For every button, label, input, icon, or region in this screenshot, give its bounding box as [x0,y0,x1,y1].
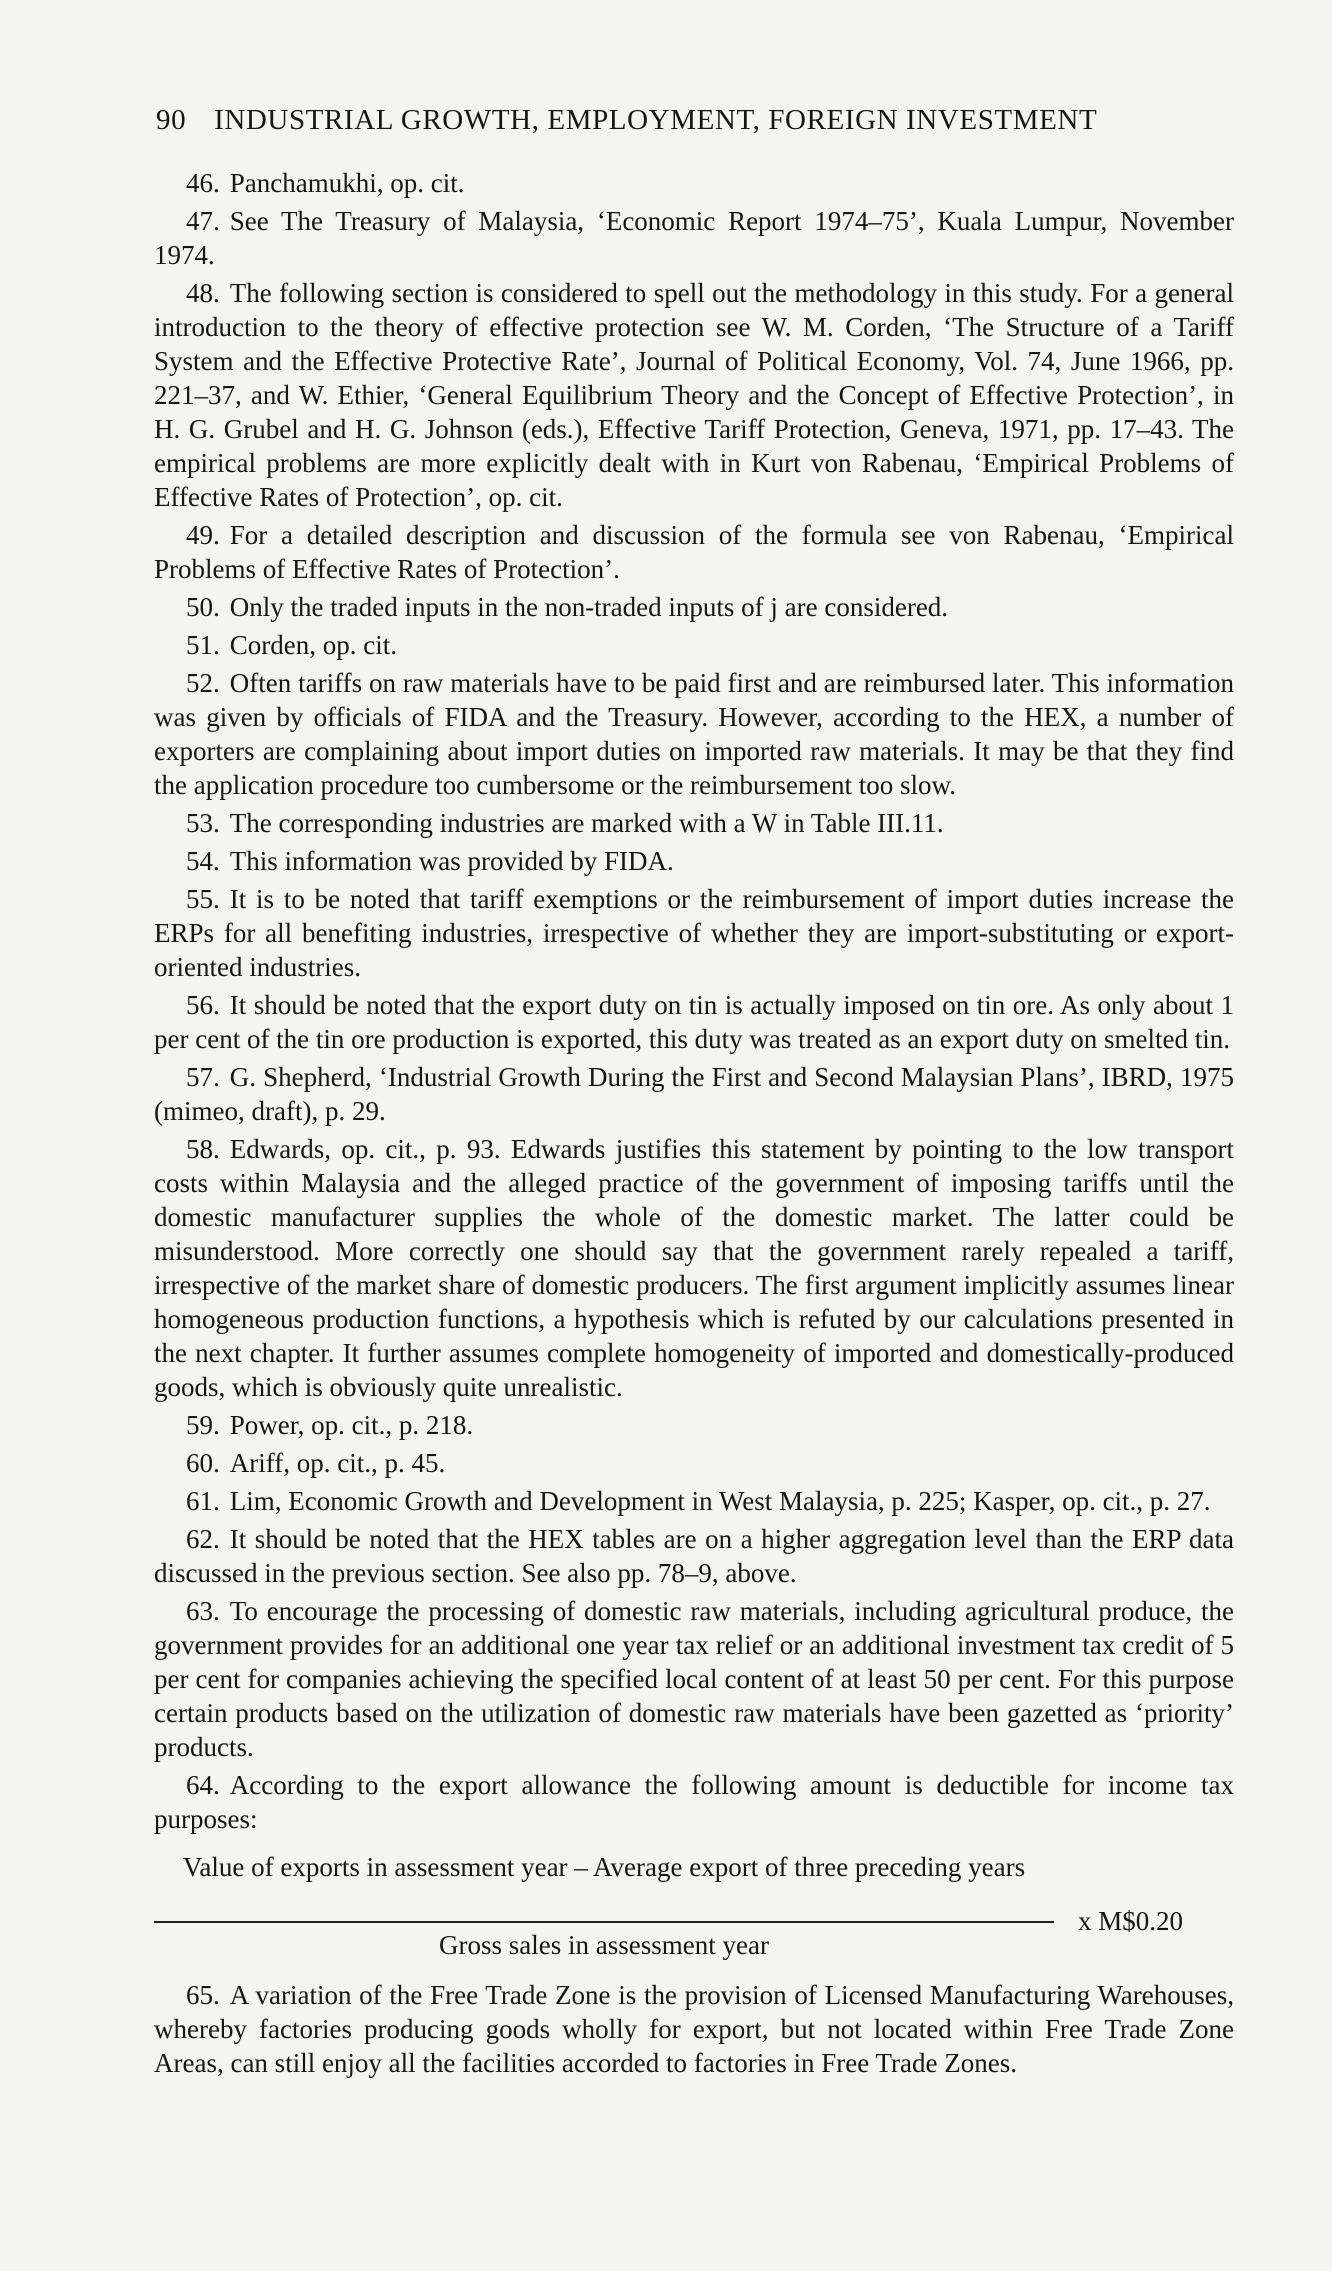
formula-multiplier: x M$0.20 [1078,1906,1184,1936]
endnote-number: 46. [186,168,220,198]
endnote-number: 65. [186,1980,220,2010]
endnote [154,590,1234,624]
running-title: INDUSTRIAL GROWTH, EMPLOYMENT, FOREIGN INVESTMENT [214,104,1098,136]
endnote-text: Corden, op. cit. [229,630,397,660]
endnote-number: 57. [186,1062,220,1092]
endnote-text: According to the export allowance the following amount is deductible for income tax purposes: [154,1770,1234,1834]
endnote-text: It should be noted that the export duty on tin is actually imposed on tin ore. As only about 1 per cent of the tin ore production is exported, this duty was treated as an export duty on smelted tin. [154,990,1234,1054]
endnote [154,1484,1234,1518]
endnote-text: This information was provided by FIDA. [229,846,674,876]
endnote-text: Panchamukhi, op. cit. [229,168,465,198]
endnote-number: 62. [186,1524,220,1554]
page-number: 90 [156,104,187,136]
endnote-number: 51. [186,630,220,660]
endnote-number: 60. [186,1448,220,1478]
endnote-number: 55. [186,884,220,914]
endnote-text: For a detailed description and discussion of the formula see von Rabenau, ‘Empirical Problems of Effective Rates of Protection’. [154,520,1234,584]
endnote-text: To encourage the processing of domestic raw materials, including agricultural produce, the government provides for an additional one year tax relief or an additional investment tax credit of 5 per cent for companies achieving the specified local content of at least 50 per cent. For this purpose certain products based on the utilization of domestic raw materials have been gazetted as ‘priority’ products. [154,1596,1234,1762]
endnote [154,1522,1234,1590]
endnote-text: Only the traded inputs in the non-traded inputs of j are considered. [229,592,949,622]
fraction-line [154,1921,1054,1923]
endnote-number: 59. [186,1410,220,1440]
endnote [154,1060,1234,1128]
endnote [154,988,1234,1056]
endnote [154,1132,1234,1404]
endnote-text: Lim, Economic Growth and Development in West Malaysia, p. 225; Kasper, op. cit., p. 27. [229,1486,1211,1516]
endnote-number: 47. [186,206,220,236]
endnote [154,166,1234,200]
endnote-text: Ariff, op. cit., p. 45. [229,1448,446,1478]
endnote [154,1408,1234,1442]
endnote-text: It is to be noted that tariff exemptions or the reimbursement of import duties increase the ERPs for all benefiting industries, irrespective of whether they are import-substituting or export-oriented industries. [154,884,1234,982]
endnote-number: 53. [186,808,220,838]
endnote-text: The corresponding industries are marked with a W in Table III.11. [229,808,944,838]
formula-denominator: Gross sales in assessment year [439,1930,769,1960]
endnote [154,1978,1234,2080]
endnote-number: 48. [186,278,220,308]
endnote [154,204,1234,272]
endnote [154,276,1234,514]
endnote-number: 49. [186,520,220,550]
endnote-number: 58. [186,1134,220,1164]
endnote [154,844,1234,878]
endnote-text: Often tariffs on raw materials have to be paid first and are reimbursed later. This information was given by officials of FIDA and the Treasury. However, according to the HEX, a number of exporters are complaining about import duties on imported raw materials. It may be that they find the application procedure too cumbersome or the reimbursement too slow. [154,668,1234,800]
endnote-number: 64. [186,1770,220,1800]
endnote-number: 61. [186,1486,220,1516]
endnote-text: The following section is considered to spell out the methodology in this study. For a general introduction to the theory of effective protection see W. M. Corden, ‘The Structure of a Tariff System and the Effective Protective Rate’, Journal of Political Economy, Vol. 74, June 1966, pp. 221–37, and W. Ethier, ‘General Equilibrium Theory and the Concept of Effective Protection’, in H. G. Grubel and H. G. Johnson (eds.), Effective Tariff Protection, Geneva, 1971, pp. 17–43. The empirical problems are more explicitly dealt with in Kurt von Rabenau, ‘Empirical Problems of Effective Rates of Protection’, op. cit. [154,278,1234,512]
endnotes-list [154,166,1234,2084]
endnote-number: 54. [186,846,220,876]
endnote-number: 56. [186,990,220,1020]
running-header [156,104,1236,137]
endnote [154,666,1234,802]
endnote [154,806,1234,840]
endnote [154,1594,1234,1764]
endnote [154,1446,1234,1480]
export-allowance-formula [154,1850,1234,1968]
endnote-text: It should be noted that the HEX tables are on a higher aggregation level than the ERP data discussed in the previous section. See also pp. 78–9, above. [154,1524,1234,1588]
endnote [154,628,1234,662]
endnote-number: 50. [186,592,220,622]
endnote [154,1768,1234,1836]
endnote [154,518,1234,586]
endnote-number: 52. [186,668,220,698]
endnote-text: A variation of the Free Trade Zone is the provision of Licensed Manufacturing Warehouses, whereby factories producing goods wholly for export, but not located within Free Trade Zone Areas, can still enjoy all the facilities accorded to factories in Free Trade Zones. [154,1980,1234,2078]
endnote-number: 63. [186,1596,220,1626]
endnote-text: Edwards, op. cit., p. 93. Edwards justifies this statement by pointing to the low transport costs within Malaysia and the alleged practice of the government of imposing tariffs until the domestic manufacturer supplies the whole of the domestic market. The latter could be misunderstood. More correctly one should say that the government rarely repealed a tariff, irrespective of the market share of domestic producers. The first argument implicitly assumes linear homogeneous production functions, a hypothesis which is refuted by our calculations presented in the next chapter. It further assumes complete homogeneity of imported and domestically-produced goods, which is obviously quite unrealistic. [154,1134,1234,1402]
endnote [154,882,1234,984]
formula-numerator: Value of exports in assessment year – Average export of three preceding years [182,1852,1026,1882]
endnote-text: Power, op. cit., p. 218. [229,1410,474,1440]
endnote-text: G. Shepherd, ‘Industrial Growth During the First and Second Malaysian Plans’, IBRD, 1975 (mimeo, draft), p. 29. [154,1062,1234,1126]
endnote-text: See The Treasury of Malaysia, ‘Economic Report 1974–75’, Kuala Lumpur, November 1974. [154,206,1234,270]
